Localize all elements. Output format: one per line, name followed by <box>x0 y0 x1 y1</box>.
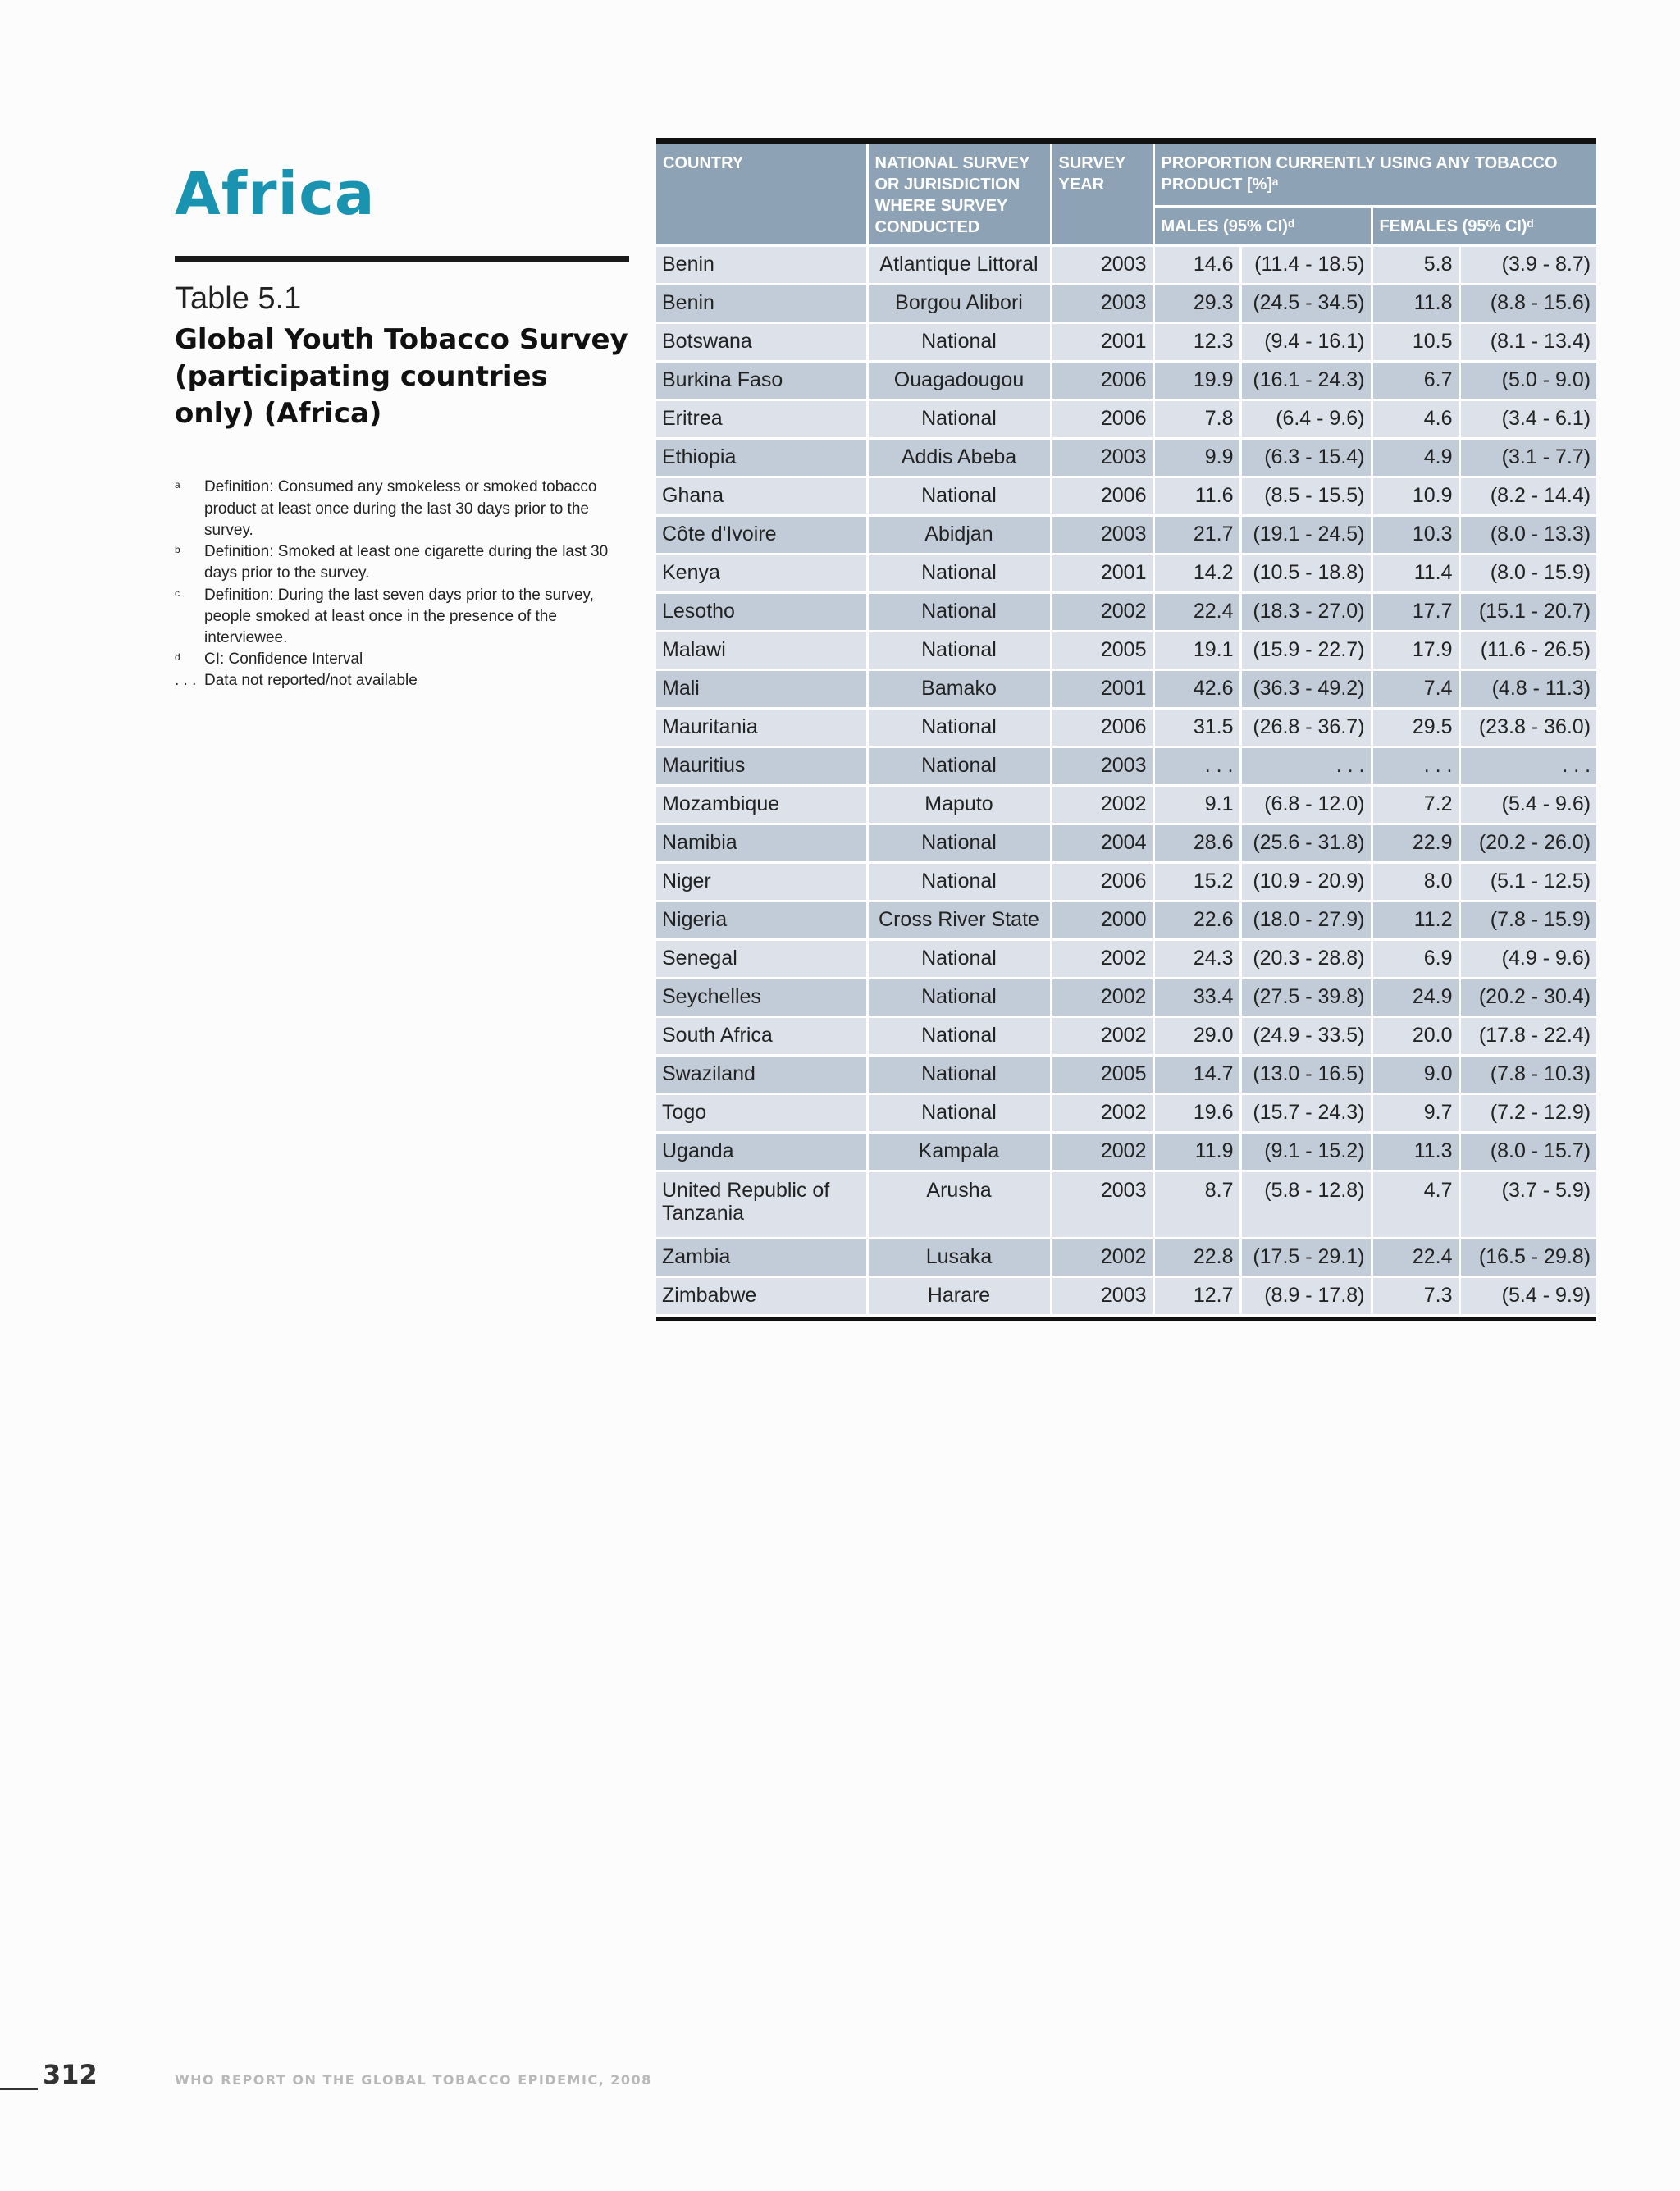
cell-survey-year: 2002 <box>1051 1094 1153 1133</box>
cell-males-ci: (13.0 - 16.5) <box>1240 1056 1372 1094</box>
cell-country: Niger <box>656 863 867 902</box>
cell-females-ci: (5.1 - 12.5) <box>1459 863 1596 902</box>
page-footer <box>0 2059 820 2100</box>
cell-females-ci: . . . <box>1459 747 1596 786</box>
cell-males-percent: 22.8 <box>1153 1239 1240 1277</box>
cell-jurisdiction: National <box>867 1094 1051 1133</box>
cell-males-percent: 29.3 <box>1153 285 1240 323</box>
table-row <box>656 1133 1596 1171</box>
cell-jurisdiction: National <box>867 632 1051 670</box>
table-row <box>656 1277 1596 1316</box>
table-row <box>656 1094 1596 1133</box>
cell-males-percent: 14.7 <box>1153 1056 1240 1094</box>
cell-females-ci: (8.8 - 15.6) <box>1459 285 1596 323</box>
cell-survey-year: 2002 <box>1051 940 1153 979</box>
cell-survey-year: 2004 <box>1051 824 1153 863</box>
header-males: MALES (95% CI)ᵈ <box>1153 207 1372 246</box>
cell-survey-year: 2006 <box>1051 709 1153 747</box>
cell-survey-year: 2003 <box>1051 246 1153 285</box>
cell-females-ci: (20.2 - 30.4) <box>1459 979 1596 1017</box>
page-number: 312 <box>43 2059 98 2090</box>
table-row <box>656 516 1596 555</box>
cell-males-percent: 33.4 <box>1153 979 1240 1017</box>
cell-females-percent: 22.4 <box>1372 1239 1459 1277</box>
cell-males-ci: (9.1 - 15.2) <box>1240 1133 1372 1171</box>
cell-females-ci: (4.9 - 9.6) <box>1459 940 1596 979</box>
cell-females-ci: (3.7 - 5.9) <box>1459 1171 1596 1239</box>
cell-country: Zimbabwe <box>656 1277 867 1316</box>
cell-survey-year: 2006 <box>1051 477 1153 516</box>
table-row <box>656 593 1596 632</box>
cell-country: Mauritania <box>656 709 867 747</box>
cell-males-ci: (24.5 - 34.5) <box>1240 285 1372 323</box>
cell-females-percent: 11.8 <box>1372 285 1459 323</box>
cell-jurisdiction: Cross River State <box>867 902 1051 940</box>
cell-females-ci: (8.1 - 13.4) <box>1459 323 1596 362</box>
cell-jurisdiction: Ouagadougou <box>867 362 1051 400</box>
cell-country: Burkina Faso <box>656 362 867 400</box>
cell-survey-year: 2003 <box>1051 1277 1153 1316</box>
cell-females-percent: 6.9 <box>1372 940 1459 979</box>
cell-females-ci: (20.2 - 26.0) <box>1459 824 1596 863</box>
table-row <box>656 477 1596 516</box>
table-row <box>656 824 1596 863</box>
cell-males-percent: 14.6 <box>1153 246 1240 285</box>
cell-males-ci: (9.4 - 16.1) <box>1240 323 1372 362</box>
cell-females-percent: 4.7 <box>1372 1171 1459 1239</box>
cell-males-percent: 19.1 <box>1153 632 1240 670</box>
footnote-text: Definition: Consumed any smokeless or smoked tobacco product at least once during the last 30 days prior to the survey. <box>204 478 597 539</box>
footnote-text: Definition: Smoked at least one cigarette during the last 30 days prior to the survey. <box>204 543 609 582</box>
cell-males-ci: (15.9 - 22.7) <box>1240 632 1372 670</box>
cell-females-percent: 8.0 <box>1372 863 1459 902</box>
cell-males-percent: 42.6 <box>1153 670 1240 709</box>
cell-males-percent: 12.3 <box>1153 323 1240 362</box>
sidebar <box>175 156 629 692</box>
cell-jurisdiction: National <box>867 863 1051 902</box>
cell-males-percent: 9.1 <box>1153 786 1240 824</box>
cell-country: Swaziland <box>656 1056 867 1094</box>
cell-country: Mozambique <box>656 786 867 824</box>
cell-females-percent: 10.3 <box>1372 516 1459 555</box>
table-body <box>656 246 1596 1316</box>
cell-males-ci: (6.3 - 15.4) <box>1240 439 1372 477</box>
cell-jurisdiction: Harare <box>867 1277 1051 1316</box>
cell-country: Zambia <box>656 1239 867 1277</box>
cell-jurisdiction: Atlantique Littoral <box>867 246 1051 285</box>
cell-country: South Africa <box>656 1017 867 1056</box>
cell-females-ci: (15.1 - 20.7) <box>1459 593 1596 632</box>
header-country: COUNTRY <box>656 144 867 246</box>
table-row <box>656 902 1596 940</box>
cell-jurisdiction: Addis Abeba <box>867 439 1051 477</box>
cell-jurisdiction: National <box>867 747 1051 786</box>
cell-females-percent: 7.3 <box>1372 1277 1459 1316</box>
header-females: FEMALES (95% CI)ᵈ <box>1372 207 1596 246</box>
footnote <box>175 649 629 670</box>
cell-country: Kenya <box>656 555 867 593</box>
cell-country: Nigeria <box>656 902 867 940</box>
cell-jurisdiction: National <box>867 709 1051 747</box>
cell-survey-year: 2002 <box>1051 1239 1153 1277</box>
cell-jurisdiction: Abidjan <box>867 516 1051 555</box>
footnote-mark: a <box>175 479 180 491</box>
footnote <box>175 670 629 692</box>
cell-females-ci: (3.1 - 7.7) <box>1459 439 1596 477</box>
cell-survey-year: 2003 <box>1051 285 1153 323</box>
cell-country: Eritrea <box>656 400 867 439</box>
cell-males-percent: 11.6 <box>1153 477 1240 516</box>
cell-females-percent: 10.5 <box>1372 323 1459 362</box>
cell-males-ci: (17.5 - 29.1) <box>1240 1239 1372 1277</box>
cell-females-ci: (11.6 - 26.5) <box>1459 632 1596 670</box>
footnote <box>175 541 629 584</box>
cell-females-percent: 17.9 <box>1372 632 1459 670</box>
table-row <box>656 285 1596 323</box>
footnote-text: Definition: During the last seven days prior to the survey, people smoked at least once in the presence of the interviewee. <box>204 586 594 646</box>
footnote-text: Data not reported/not available <box>204 672 418 690</box>
cell-survey-year: 2006 <box>1051 362 1153 400</box>
cell-females-ci: (5.4 - 9.6) <box>1459 786 1596 824</box>
cell-country: Benin <box>656 285 867 323</box>
cell-females-percent: 9.0 <box>1372 1056 1459 1094</box>
cell-males-ci: (26.8 - 36.7) <box>1240 709 1372 747</box>
cell-males-ci: (11.4 - 18.5) <box>1240 246 1372 285</box>
cell-survey-year: 2001 <box>1051 323 1153 362</box>
cell-jurisdiction: National <box>867 555 1051 593</box>
cell-females-percent: 10.9 <box>1372 477 1459 516</box>
cell-males-ci: . . . <box>1240 747 1372 786</box>
cell-country: Togo <box>656 1094 867 1133</box>
cell-males-ci: (36.3 - 49.2) <box>1240 670 1372 709</box>
table-row <box>656 1171 1596 1239</box>
cell-country: Senegal <box>656 940 867 979</box>
header-proportion: PROPORTION CURRENTLY USING ANY TOBACCO PRODUCT [%]ᵃ <box>1153 144 1596 207</box>
cell-females-percent: 11.3 <box>1372 1133 1459 1171</box>
cell-survey-year: 2000 <box>1051 902 1153 940</box>
table-row <box>656 709 1596 747</box>
cell-survey-year: 2002 <box>1051 593 1153 632</box>
cell-females-percent: 17.7 <box>1372 593 1459 632</box>
cell-females-percent: 22.9 <box>1372 824 1459 863</box>
table-row <box>656 439 1596 477</box>
cell-country: Lesotho <box>656 593 867 632</box>
cell-females-percent: 24.9 <box>1372 979 1459 1017</box>
cell-survey-year: 2003 <box>1051 747 1153 786</box>
cell-females-percent: 5.8 <box>1372 246 1459 285</box>
cell-survey-year: 2006 <box>1051 400 1153 439</box>
cell-males-ci: (16.1 - 24.3) <box>1240 362 1372 400</box>
table-row <box>656 246 1596 285</box>
cell-females-percent: 6.7 <box>1372 362 1459 400</box>
cell-males-percent: 22.4 <box>1153 593 1240 632</box>
cell-males-ci: (18.0 - 27.9) <box>1240 902 1372 940</box>
cell-jurisdiction: Borgou Alibori <box>867 285 1051 323</box>
cell-males-percent: 7.8 <box>1153 400 1240 439</box>
cell-survey-year: 2005 <box>1051 1056 1153 1094</box>
cell-jurisdiction: National <box>867 940 1051 979</box>
cell-survey-year: 2003 <box>1051 516 1153 555</box>
footnote <box>175 585 629 650</box>
data-table-container <box>656 138 1596 1321</box>
cell-jurisdiction: National <box>867 323 1051 362</box>
cell-females-percent: 9.7 <box>1372 1094 1459 1133</box>
table-number: Table 5.1 <box>175 281 302 316</box>
cell-country: Malawi <box>656 632 867 670</box>
cell-survey-year: 2006 <box>1051 863 1153 902</box>
cell-males-ci: (8.5 - 15.5) <box>1240 477 1372 516</box>
cell-country: Mauritius <box>656 747 867 786</box>
table-row <box>656 979 1596 1017</box>
cell-survey-year: 2003 <box>1051 1171 1153 1239</box>
cell-males-ci: (5.8 - 12.8) <box>1240 1171 1372 1239</box>
cell-males-percent: 14.2 <box>1153 555 1240 593</box>
cell-females-ci: (17.8 - 22.4) <box>1459 1017 1596 1056</box>
cell-females-percent: 11.2 <box>1372 902 1459 940</box>
cell-females-ci: (23.8 - 36.0) <box>1459 709 1596 747</box>
table-row <box>656 940 1596 979</box>
cell-jurisdiction: National <box>867 593 1051 632</box>
cell-females-ci: (8.0 - 15.9) <box>1459 555 1596 593</box>
footnote <box>175 477 629 541</box>
footnote-mark: d <box>175 651 180 664</box>
footnote-mark: . . . <box>175 672 197 690</box>
cell-males-ci: (25.6 - 31.8) <box>1240 824 1372 863</box>
table-row <box>656 1239 1596 1277</box>
cell-jurisdiction: Arusha <box>867 1171 1051 1239</box>
table-row <box>656 555 1596 593</box>
cell-females-ci: (3.9 - 8.7) <box>1459 246 1596 285</box>
cell-males-percent: 28.6 <box>1153 824 1240 863</box>
cell-females-ci: (8.0 - 13.3) <box>1459 516 1596 555</box>
cell-males-percent: 22.6 <box>1153 902 1240 940</box>
cell-females-percent: 4.6 <box>1372 400 1459 439</box>
cell-females-ci: (4.8 - 11.3) <box>1459 670 1596 709</box>
table-row <box>656 747 1596 786</box>
cell-survey-year: 2001 <box>1051 555 1153 593</box>
table-row <box>656 632 1596 670</box>
table-row <box>656 1056 1596 1094</box>
cell-males-percent: . . . <box>1153 747 1240 786</box>
cell-jurisdiction: National <box>867 1017 1051 1056</box>
cell-females-percent: 20.0 <box>1372 1017 1459 1056</box>
page-number-rule <box>0 2088 38 2090</box>
cell-females-ci: (7.8 - 10.3) <box>1459 1056 1596 1094</box>
table-row <box>656 786 1596 824</box>
cell-country: Uganda <box>656 1133 867 1171</box>
cell-males-percent: 19.6 <box>1153 1094 1240 1133</box>
cell-males-ci: (8.9 - 17.8) <box>1240 1277 1372 1316</box>
cell-jurisdiction: Kampala <box>867 1133 1051 1171</box>
cell-country: Seychelles <box>656 979 867 1017</box>
cell-jurisdiction: Bamako <box>867 670 1051 709</box>
cell-males-percent: 11.9 <box>1153 1133 1240 1171</box>
cell-females-ci: (3.4 - 6.1) <box>1459 400 1596 439</box>
cell-survey-year: 2002 <box>1051 1017 1153 1056</box>
cell-jurisdiction: National <box>867 1056 1051 1094</box>
report-title: WHO REPORT ON THE GLOBAL TOBACCO EPIDEMIC, 2008 <box>175 2072 652 2088</box>
cell-males-ci: (24.9 - 33.5) <box>1240 1017 1372 1056</box>
cell-survey-year: 2002 <box>1051 1133 1153 1171</box>
cell-jurisdiction: National <box>867 824 1051 863</box>
cell-males-percent: 31.5 <box>1153 709 1240 747</box>
table-title: Global Youth Tobacco Survey (participating countries only) (Africa) <box>175 322 628 431</box>
cell-jurisdiction: Lusaka <box>867 1239 1051 1277</box>
cell-jurisdiction: National <box>867 400 1051 439</box>
header-survey-year: SURVEY YEAR <box>1051 144 1153 246</box>
cell-females-percent: 29.5 <box>1372 709 1459 747</box>
data-table <box>656 144 1596 1317</box>
cell-males-ci: (15.7 - 24.3) <box>1240 1094 1372 1133</box>
cell-jurisdiction: Maputo <box>867 786 1051 824</box>
cell-males-ci: (19.1 - 24.5) <box>1240 516 1372 555</box>
cell-country: Botswana <box>656 323 867 362</box>
table-row <box>656 1017 1596 1056</box>
cell-females-ci: (16.5 - 29.8) <box>1459 1239 1596 1277</box>
cell-males-percent: 21.7 <box>1153 516 1240 555</box>
region-title: Africa <box>175 159 376 228</box>
cell-males-percent: 9.9 <box>1153 439 1240 477</box>
cell-females-ci: (8.0 - 15.7) <box>1459 1133 1596 1171</box>
cell-males-ci: (18.3 - 27.0) <box>1240 593 1372 632</box>
cell-jurisdiction: National <box>867 477 1051 516</box>
cell-males-percent: 29.0 <box>1153 1017 1240 1056</box>
cell-survey-year: 2003 <box>1051 439 1153 477</box>
header-jurisdiction: NATIONAL SURVEY OR JURISDICTION WHERE SURVEY CONDUCTED <box>867 144 1051 246</box>
cell-females-ci: (5.4 - 9.9) <box>1459 1277 1596 1316</box>
cell-country: Ethiopia <box>656 439 867 477</box>
cell-males-ci: (20.3 - 28.8) <box>1240 940 1372 979</box>
cell-females-ci: (7.2 - 12.9) <box>1459 1094 1596 1133</box>
cell-country: Côte d'Ivoire <box>656 516 867 555</box>
table-row <box>656 362 1596 400</box>
cell-survey-year: 2002 <box>1051 979 1153 1017</box>
cell-country: Ghana <box>656 477 867 516</box>
footnote-text: CI: Confidence Interval <box>204 650 363 669</box>
cell-males-ci: (10.9 - 20.9) <box>1240 863 1372 902</box>
cell-jurisdiction: National <box>867 979 1051 1017</box>
footnote-mark: b <box>175 544 180 556</box>
footnote-mark: c <box>175 587 180 599</box>
cell-females-percent: 11.4 <box>1372 555 1459 593</box>
cell-country: Namibia <box>656 824 867 863</box>
cell-males-ci: (10.5 - 18.8) <box>1240 555 1372 593</box>
cell-males-percent: 19.9 <box>1153 362 1240 400</box>
cell-survey-year: 2005 <box>1051 632 1153 670</box>
cell-males-ci: (27.5 - 39.8) <box>1240 979 1372 1017</box>
cell-males-percent: 24.3 <box>1153 940 1240 979</box>
cell-females-ci: (7.8 - 15.9) <box>1459 902 1596 940</box>
title-divider <box>175 256 629 262</box>
cell-males-ci: (6.8 - 12.0) <box>1240 786 1372 824</box>
cell-country: Benin <box>656 246 867 285</box>
cell-males-percent: 12.7 <box>1153 1277 1240 1316</box>
footnotes <box>175 477 629 692</box>
table-row <box>656 863 1596 902</box>
cell-females-percent: 7.2 <box>1372 786 1459 824</box>
cell-females-ci: (5.0 - 9.0) <box>1459 362 1596 400</box>
cell-country: United Republic of Tanzania <box>656 1171 867 1239</box>
cell-females-percent: 4.9 <box>1372 439 1459 477</box>
table-row <box>656 400 1596 439</box>
cell-males-percent: 8.7 <box>1153 1171 1240 1239</box>
cell-females-percent: . . . <box>1372 747 1459 786</box>
cell-females-percent: 7.4 <box>1372 670 1459 709</box>
cell-survey-year: 2001 <box>1051 670 1153 709</box>
cell-survey-year: 2002 <box>1051 786 1153 824</box>
table-row <box>656 670 1596 709</box>
table-row <box>656 323 1596 362</box>
cell-country: Mali <box>656 670 867 709</box>
cell-females-ci: (8.2 - 14.4) <box>1459 477 1596 516</box>
cell-males-ci: (6.4 - 9.6) <box>1240 400 1372 439</box>
cell-males-percent: 15.2 <box>1153 863 1240 902</box>
